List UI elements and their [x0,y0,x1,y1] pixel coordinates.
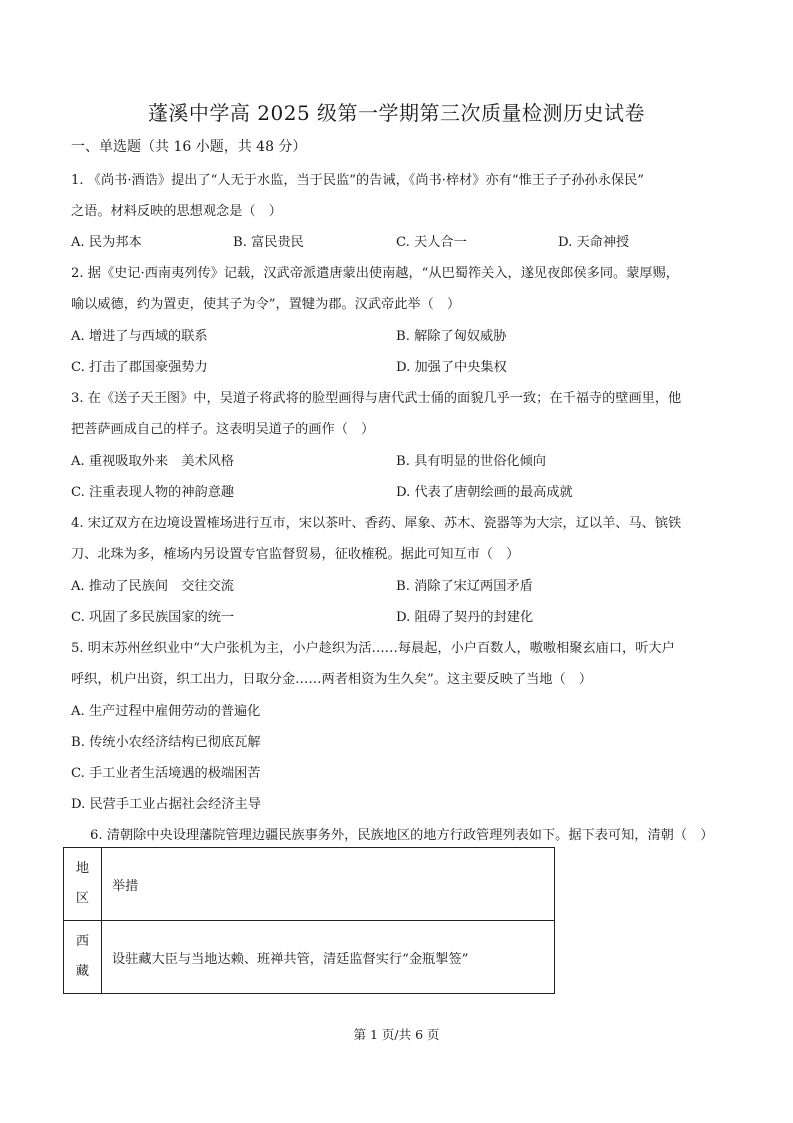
row-area-char-1: 西 [75,934,90,949]
q3-option-d: D. 代表了唐朝绘画的最高成就 [396,485,573,500]
q6-stem-line-1: 6. 清朝除中央设理藩院管理边疆民族事务外，民族地区的地方行政管理列表如下。据下表可知，清朝（ ） [90,828,714,843]
header-area-char-1: 地 [75,861,90,876]
q2-option-b: B. 解除了匈奴威胁 [396,329,507,344]
q4-option-d: D. 阻碍了契丹的封建化 [396,610,534,625]
q1-option-a: A. 民为邦本 [71,235,142,250]
q4-option-c: C. 巩固了多民族国家的统一 [71,610,235,625]
q2-option-a: A. 增进了与西域的联系 [71,329,208,344]
q5-stem-line-2: 呼织，机户出资，织工出力，日取分金……两者相资为生久矣”。这主要反映了当地（ ） [71,672,593,687]
table-header-measure: 举措 [102,848,555,921]
q1-stem-line-2: 之语。材料反映的思想观念是（ ） [71,204,282,219]
header-area-char-2: 区 [75,891,90,906]
q4-stem-line-1: 4. 宋辽双方在边境设置榷场进行互市，宋以茶叶、香药、犀象、苏木、瓷器等为大宗，辽以羊、马、镔铁 [71,516,682,531]
q3-option-a: A. 重视吸取外来 美术风格 [71,454,234,469]
page-number: 第 1 页/共 6 页 [353,1027,440,1042]
q2-stem-line-1: 2. 据《史记·西南夷列传》记载，汉武帝派遣唐蒙出使南越，“从巴蜀筰关入，遂见夜郎侯多同。蒙厚赐， [71,266,679,281]
q1-option-d: D. 天命神授 [558,235,630,250]
q1-option-b: B. 富民贵民 [233,235,304,250]
q2-stem-line-2: 喻以威德，约为置吏，使其子为令”，置犍为郡。汉武帝此举（ ） [71,297,461,312]
q4-option-a: A. 推动了民族间 交往交流 [71,579,234,594]
q1-stem-line-1: 1. 《尚书·酒诰》提出了“人无于水监，当于民监”的告诫，《尚书·梓材》亦有“惟王子子孙孙永保民” [71,173,645,188]
section-heading: 一、单选题（共 16 小题，共 48 分） [71,139,307,155]
q3-stem-line-2: 把菩萨画成自己的样子。这表明吴道子的画作（ ） [71,422,375,437]
table-cell-area [64,921,102,994]
table-cell-measure: 设驻藏大臣与当地达赖、班禅共管，清廷监督实行“金瓶掣签” [102,921,555,994]
exam-title: 蓬溪中学高 2025 级第一学期第三次质量检测历史试卷 [147,101,646,125]
q6-table [63,847,555,994]
q5-option-a: A. 生产过程中雇佣劳动的普遍化 [71,704,261,719]
table-row [64,921,555,994]
q1-option-c: C. 天人合一 [396,235,467,250]
q3-stem-line-1: 3. 在《送子天王图》中，吴道子将武将的脸型画得与唐代武士俑的面貌几乎一致；在千福寺的壁画里，他 [71,391,682,406]
q2-option-d: D. 加强了中央集权 [396,360,507,375]
q5-stem-line-1: 5. 明末苏州丝织业中“大户张机为主，小户趁织为活……每晨起，小户百数人，嗷嗷相聚玄庙口，听大户 [71,641,675,656]
q4-stem-line-2: 刀、北珠为多，榷场内另设置专官监督贸易，征收榷税。据此可知互市（ ） [71,547,520,562]
row-area-char-2: 藏 [75,964,90,979]
q5-option-c: C. 手工业者生活境遇的极端困苦 [71,766,261,781]
q3-option-c: C. 注重表现人物的神韵意趣 [71,485,235,500]
q3-option-b: B. 具有明显的世俗化倾向 [396,454,546,469]
table-header-row [64,848,555,921]
q4-option-b: B. 消除了宋辽两国矛盾 [396,579,533,594]
q5-option-b: B. 传统小农经济结构已彻底瓦解 [71,735,261,750]
q2-option-c: C. 打击了郡国豪强势力 [71,360,208,375]
table-header-area [64,848,102,921]
q5-option-d: D. 民营手工业占据社会经济主导 [71,797,261,812]
